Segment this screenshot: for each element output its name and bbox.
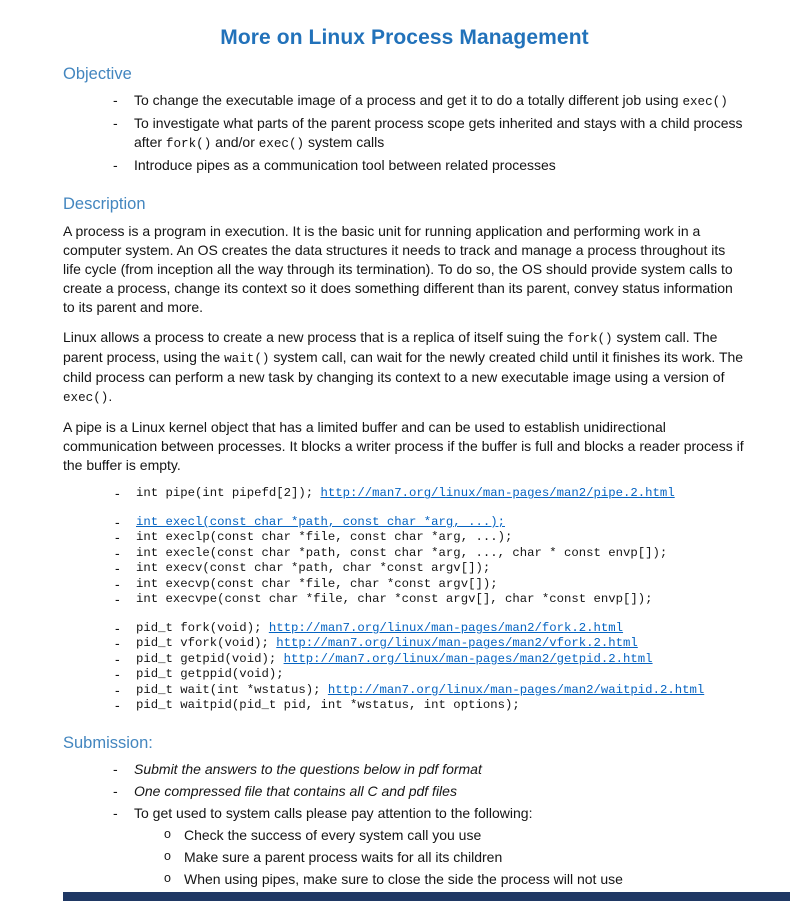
sub-list-item	[63, 826, 746, 845]
text-run: wait()	[224, 352, 270, 367]
code-list-item	[63, 636, 746, 652]
hyperlink[interactable]: int execl(const char *path, const char *arg, ...);	[136, 514, 505, 529]
bullet-dash-icon: -	[115, 513, 120, 530]
code-list-exec	[63, 515, 746, 608]
bullet-dash-icon: -	[115, 591, 120, 608]
text-run: pid_t vfork(void);	[136, 636, 277, 651]
text-run: .	[108, 388, 113, 405]
bullet-dash-icon: -	[113, 805, 118, 822]
code-line	[136, 667, 746, 683]
text-run: system call, can wait for the newly created child until it finishes its work. The child process can perform a new task by changing its context to a new executable image using a version of	[63, 349, 744, 386]
list-item	[63, 804, 746, 823]
objective-list	[63, 91, 746, 175]
text-run: fork()	[165, 137, 212, 152]
code-list-pipe	[63, 486, 746, 502]
list-item	[63, 114, 746, 153]
text-run: int execvp(const char *file, char *const argv[]);	[136, 576, 498, 591]
sub-list-item	[63, 848, 746, 867]
hyperlink[interactable]: http://man7.org/linux/man-pages/man2/getpid.2.html	[283, 651, 653, 666]
list-item	[63, 760, 746, 779]
text-run: Linux allows a process to create a new process that is a replica of itself suing the	[63, 328, 568, 345]
bullet-dash-icon: -	[115, 681, 120, 698]
text-run: A process is a program in execution. It is the basic unit for running application and performing work in a computer system. An OS creates the data structures it needs to track and manage a process throughout its life cycle (from inception all the way through its termination). To do so, the OS should provide system calls to create a process, change its context so it does something different than its parent, convey status information to its parent and more.	[63, 222, 733, 315]
hyperlink[interactable]: http://man7.org/linux/man-pages/man2/pipe.2.html	[320, 486, 675, 501]
list-item-text	[134, 782, 746, 801]
submission-list	[63, 760, 746, 823]
text-run: Make sure a parent process waits for all its children	[184, 849, 503, 866]
list-item-text	[134, 114, 746, 153]
list-item-text	[134, 91, 746, 111]
bullet-dash-icon: -	[115, 619, 120, 636]
bullet-dash-icon: -	[113, 91, 118, 108]
code-list-item	[63, 486, 746, 502]
text-run: One compressed file that contains all C and pdf files	[134, 783, 457, 800]
text-run: To get used to system calls please pay attention to the following:	[134, 805, 533, 822]
hyperlink[interactable]: http://man7.org/linux/man-pages/man2/waitpid.2.html	[327, 682, 705, 697]
bullet-dash-icon: -	[115, 635, 120, 652]
code-line	[136, 636, 746, 652]
text-run: pid_t waitpid(pid_t pid, int *wstatus, int options);	[136, 698, 520, 713]
sub-list-item	[63, 870, 746, 889]
code-line	[136, 486, 746, 502]
bullet-dash-icon: -	[115, 560, 120, 577]
code-line	[136, 577, 746, 593]
bullet-dash-icon: -	[113, 157, 118, 174]
description-paragraph	[63, 418, 746, 475]
text-run: int execv(const char *path, char *const argv[]);	[136, 561, 491, 576]
bullet-dash-icon: -	[115, 485, 120, 502]
bullet-dash-icon: -	[115, 666, 120, 683]
code-list-item	[63, 683, 746, 699]
code-line	[136, 683, 746, 699]
code-list-item	[63, 546, 746, 562]
code-list-item	[63, 698, 746, 714]
code-list-item	[63, 621, 746, 637]
hyperlink[interactable]: http://man7.org/linux/man-pages/man2/vfork.2.html	[276, 636, 638, 651]
bullet-dash-icon: -	[115, 575, 120, 592]
code-line	[136, 592, 746, 608]
bullet-dash-icon: -	[115, 697, 120, 714]
text-run: int execle(const char *path, const char *arg, ..., char * const envp[]);	[136, 545, 668, 560]
code-list-item	[63, 561, 746, 577]
code-list-item	[63, 592, 746, 608]
bullet-dash-icon: -	[115, 544, 120, 561]
code-line	[136, 546, 746, 562]
text-run: int execvpe(const char *file, char *const argv[], char *const envp[]);	[136, 592, 653, 607]
hyperlink[interactable]: http://man7.org/linux/man-pages/man2/fork.2.html	[268, 620, 624, 635]
code-line	[136, 698, 746, 714]
text-run: Submit the answers to the questions below in pdf format	[134, 761, 482, 778]
bullet-circle-icon: o	[164, 849, 171, 864]
sub-list-item-text	[184, 870, 746, 889]
code-line	[136, 530, 746, 546]
bullet-dash-icon: -	[115, 529, 120, 546]
text-run: int pipe(int pipefd[2]);	[136, 486, 321, 501]
sub-list-item-text	[184, 826, 746, 845]
text-run: Introduce pipes as a communication tool between related processes	[134, 157, 556, 174]
text-run: system call. The parent process, using the	[63, 328, 718, 366]
code-list-item	[63, 530, 746, 546]
bullet-circle-icon: o	[164, 871, 171, 886]
code-line	[136, 515, 746, 531]
list-item	[63, 91, 746, 111]
bullet-dash-icon: -	[113, 761, 118, 778]
text-run: Check the success of every system call you use	[184, 827, 482, 844]
bullet-dash-icon: -	[115, 650, 120, 667]
text-run: pid_t getpid(void);	[136, 651, 284, 666]
text-run: int execlp(const char *file, const char *arg, ...);	[136, 530, 513, 545]
list-item-text	[134, 156, 746, 175]
list-item-text	[134, 760, 746, 779]
code-list-pid	[63, 621, 746, 714]
bullet-circle-icon: o	[164, 827, 171, 842]
document-title: More on Linux Process Management	[220, 26, 589, 49]
text-run: and/or	[211, 134, 259, 151]
list-item	[63, 782, 746, 801]
list-item-text	[134, 804, 746, 823]
text-run: exec()	[682, 94, 728, 109]
text-run: exec()	[63, 391, 109, 406]
text-run: pid_t wait(int *wstatus);	[136, 682, 328, 697]
section-heading-objective: Objective	[63, 64, 132, 83]
code-list-item	[63, 667, 746, 683]
text-run: A pipe is a Linux kernel object that has a limited buffer and can be used to establish unidirectional communication between processes. It blocks a writer process if the buffer is full and blocks a reader process if the buffer is empty.	[63, 419, 744, 474]
text-run: exec()	[258, 137, 305, 152]
text-run: pid_t fork(void);	[136, 620, 269, 635]
code-list-item	[63, 652, 746, 668]
text-run: To change the executable image of a process and get it to do a totally different job using	[134, 91, 683, 108]
text-run: When using pipes, make sure to close the side the process will not use	[184, 871, 623, 888]
code-list-item	[63, 515, 746, 531]
text-run: To investigate what parts of the parent process scope gets inherited and stays with a child process after	[134, 115, 743, 151]
code-line	[136, 621, 746, 637]
description-paragraph	[63, 222, 746, 317]
code-line	[136, 561, 746, 577]
code-line	[136, 652, 746, 668]
list-item	[63, 156, 746, 175]
text-run: system calls	[304, 134, 385, 151]
description-paragraph	[63, 328, 746, 407]
text-run: fork()	[567, 331, 613, 346]
submission-sublist	[63, 826, 746, 889]
text-run: pid_t getppid(void);	[136, 667, 284, 682]
bullet-dash-icon: -	[113, 783, 118, 800]
page-footer-bar	[63, 892, 790, 901]
sub-list-item-text	[184, 848, 746, 867]
section-heading-submission: Submission:	[63, 733, 153, 752]
section-heading-description: Description	[63, 195, 146, 214]
bullet-dash-icon: -	[113, 115, 118, 132]
code-list-item	[63, 577, 746, 593]
